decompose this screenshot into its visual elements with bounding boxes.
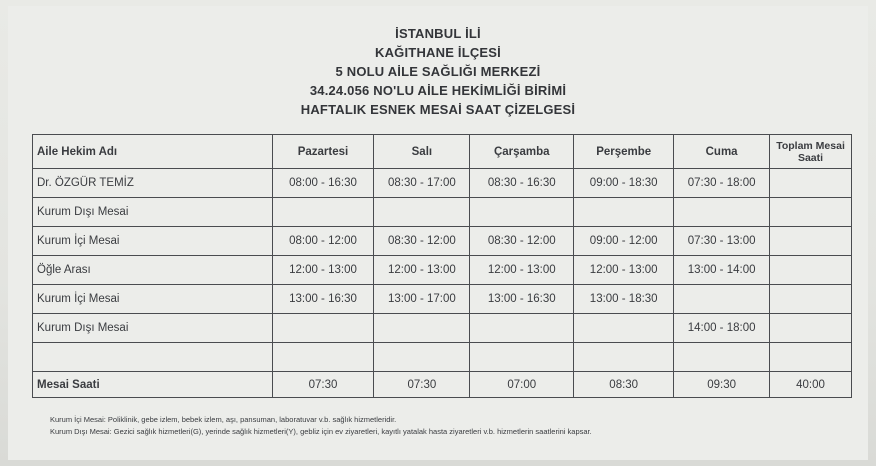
table-cell: 08:30 - 17:00 [374, 169, 470, 198]
table-cell: 08:00 - 16:30 [272, 169, 374, 198]
table-cell [574, 314, 674, 343]
column-header-monday: Pazartesi [272, 135, 374, 169]
header-title: HAFTALIK ESNEK MESAİ SAAT ÇİZELGESİ [300, 102, 576, 117]
column-header-total: Toplam Mesai Saati [770, 135, 852, 169]
table-cell [272, 198, 374, 227]
row-label: Kurum Dışı Mesai [33, 198, 273, 227]
table-cell: 12:00 - 13:00 [374, 256, 470, 285]
table-cell [770, 256, 852, 285]
table-cell [470, 314, 574, 343]
table-cell: 08:00 - 12:00 [272, 227, 374, 256]
table-row [33, 227, 852, 256]
footnotes [50, 414, 592, 438]
table-cell: 13:00 - 18:30 [574, 285, 674, 314]
table-row [33, 198, 852, 227]
total-cell: 07:30 [272, 372, 374, 398]
table-cell [574, 198, 674, 227]
table-cell: 13:00 - 17:00 [374, 285, 470, 314]
table-cell: 09:00 - 18:30 [574, 169, 674, 198]
row-label: Kurum İçi Mesai [33, 285, 273, 314]
total-cell: 07:30 [374, 372, 470, 398]
table-cell [770, 169, 852, 198]
table-cell [374, 343, 470, 372]
footnote-external: Kurum Dışı Mesai: Gezici sağlık hizmetleri(G), yerinde sağlık hizmetleri(Y), gebliz için ev ziyaretleri, kayıtlı yatalak hasta ziyaretleri v.b. hizmetlerin saatlerini kapsar. [50, 427, 592, 436]
table-cell: 09:00 - 12:00 [574, 227, 674, 256]
table-row [33, 256, 852, 285]
table-cell: 13:00 - 16:30 [272, 285, 374, 314]
table-cell [674, 198, 770, 227]
total-row [33, 372, 852, 398]
table-cell [770, 314, 852, 343]
row-label: Kurum İçi Mesai [33, 227, 273, 256]
header-district: KAĞITHANE İLÇESİ [375, 45, 501, 60]
table-cell [770, 227, 852, 256]
table-cell: 08:30 - 12:00 [374, 227, 470, 256]
table-cell [770, 285, 852, 314]
table-cell [770, 343, 852, 372]
header-health-center: 5 NOLU AİLE SAĞLIĞI MERKEZİ [335, 64, 541, 79]
table-row [33, 343, 852, 372]
table-cell: 08:30 - 12:00 [470, 227, 574, 256]
total-row-label: Mesai Saati [33, 372, 273, 398]
table-cell [674, 285, 770, 314]
table-cell [374, 314, 470, 343]
footnote-internal: Kurum İçi Mesai: Poliklinik, gebe izlem, bebek izlem, aşı, pansuman, laboratuvar v.b. sağlık hizmetleridir. [50, 415, 397, 424]
total-cell: 07:00 [470, 372, 574, 398]
row-label: Dr. ÖZGÜR TEMİZ [33, 169, 273, 198]
table-cell: 13:00 - 14:00 [674, 256, 770, 285]
column-header-name: Aile Hekim Adı [33, 135, 273, 169]
table-header-row [33, 135, 852, 169]
table-row [33, 169, 852, 198]
table-cell: 13:00 - 16:30 [470, 285, 574, 314]
schedule-table [32, 134, 852, 398]
column-header-wednesday: Çarşamba [470, 135, 574, 169]
header-province: İSTANBUL İLİ [395, 26, 481, 41]
table-cell: 12:00 - 13:00 [470, 256, 574, 285]
header-unit: 34.24.056 NO'LU AİLE HEKİMLİĞİ BİRİMİ [309, 83, 567, 98]
row-label: Kurum Dışı Mesai [33, 314, 273, 343]
total-cell: 40:00 [770, 372, 852, 398]
table-cell [574, 343, 674, 372]
total-cell: 08:30 [574, 372, 674, 398]
table-cell: 07:30 - 13:00 [674, 227, 770, 256]
table-cell: 12:00 - 13:00 [272, 256, 374, 285]
column-header-tuesday: Salı [374, 135, 470, 169]
column-header-thursday: Perşembe [574, 135, 674, 169]
table-cell [770, 198, 852, 227]
row-label [33, 343, 273, 372]
row-label: Öğle Arası [33, 256, 273, 285]
table-cell [470, 343, 574, 372]
table-cell: 14:00 - 18:00 [674, 314, 770, 343]
column-header-friday: Cuma [674, 135, 770, 169]
table-row [33, 285, 852, 314]
table-cell: 12:00 - 13:00 [574, 256, 674, 285]
table-row [33, 314, 852, 343]
table-cell [272, 343, 374, 372]
table-cell [374, 198, 470, 227]
table-cell [674, 343, 770, 372]
table-cell: 08:30 - 16:30 [470, 169, 574, 198]
table-cell [470, 198, 574, 227]
total-cell: 09:30 [674, 372, 770, 398]
table-cell [272, 314, 374, 343]
document-header [8, 24, 868, 119]
table-cell: 07:30 - 18:00 [674, 169, 770, 198]
